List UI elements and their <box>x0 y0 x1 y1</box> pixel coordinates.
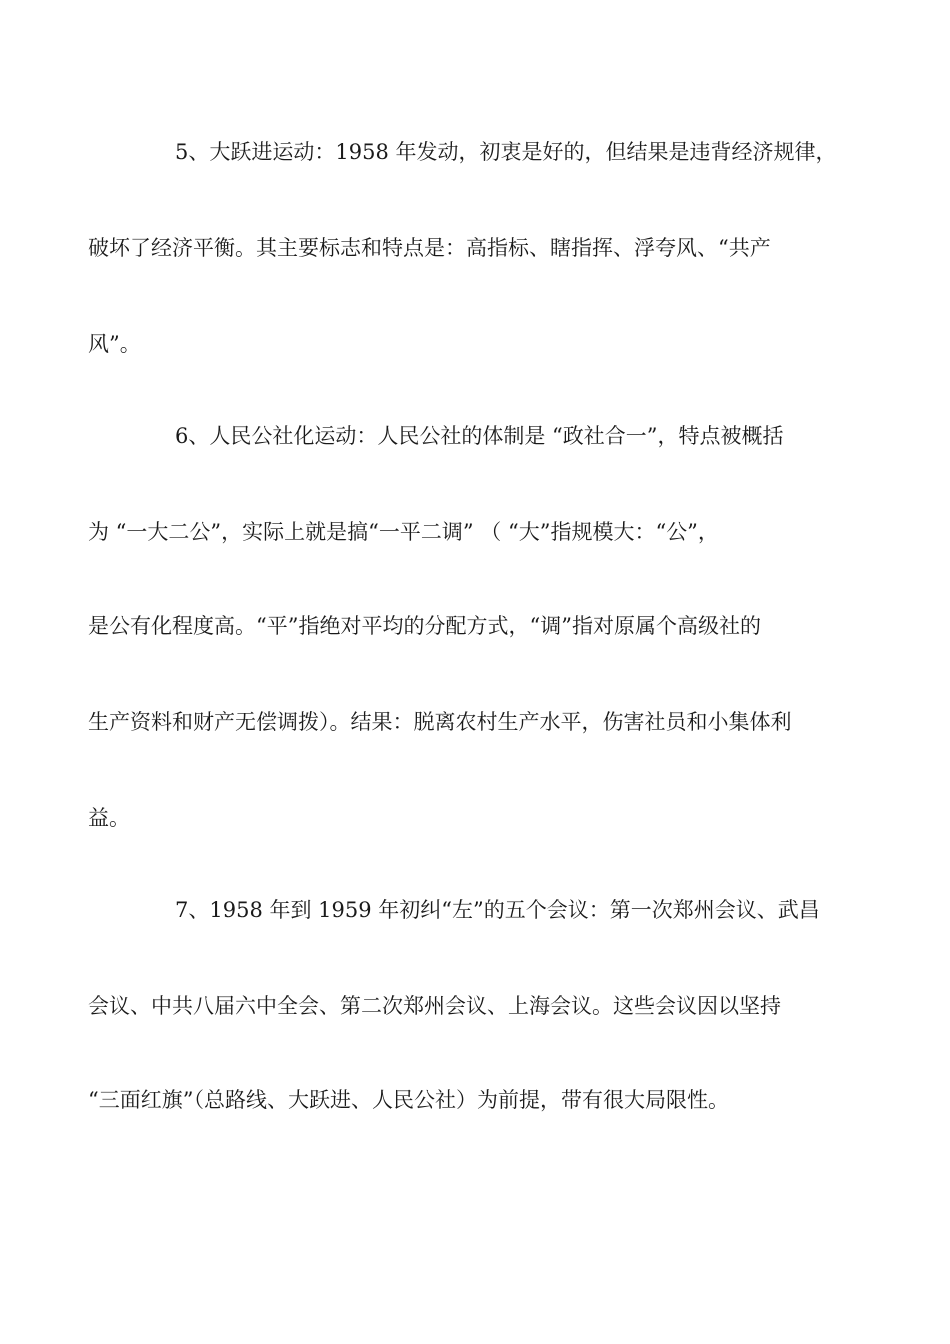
paragraph-6-line-2: 为 “一大二公”，实际上就是搞“一平二调” （ “大”指规模大：“公”， <box>88 520 719 544</box>
paragraph-7-line-3: “三面红旗”（总路线、大跃进、人民公社）为前提，带有很大局限性。 <box>88 1088 729 1112</box>
paragraph-6-line-1: 6、人民公社化运动：人民公社的体制是 “政社合一”，特点被概括 <box>175 424 784 448</box>
paragraph-6-line-3: 是公有化程度高。“平”指绝对平均的分配方式，“调”指对原属个高级社的 <box>88 614 761 638</box>
paragraph-7-line-2: 会议、中共八届六中全会、第二次郑州会议、上海会议。这些会议因以坚持 <box>88 994 781 1018</box>
paragraph-5-line-1: 5、大跃进运动：1958 年发动，初衷是好的，但结果是违背经济规律， <box>175 140 837 164</box>
paragraph-5-line-3: 风”。 <box>88 332 141 356</box>
paragraph-5-line-2: 破坏了经济平衡。其主要标志和特点是：高指标、瞎指挥、浮夸风、“共产 <box>88 236 771 260</box>
paragraph-7-line-1: 7、1958 年到 1959 年初纠“左”的五个会议：第一次郑州会议、武昌 <box>175 898 820 922</box>
paragraph-6-line-5: 益。 <box>88 806 130 830</box>
paragraph-6-line-4: 生产资料和财产无偿调拨）。结果：脱离农村生产水平，伤害社员和小集体利 <box>88 710 792 734</box>
